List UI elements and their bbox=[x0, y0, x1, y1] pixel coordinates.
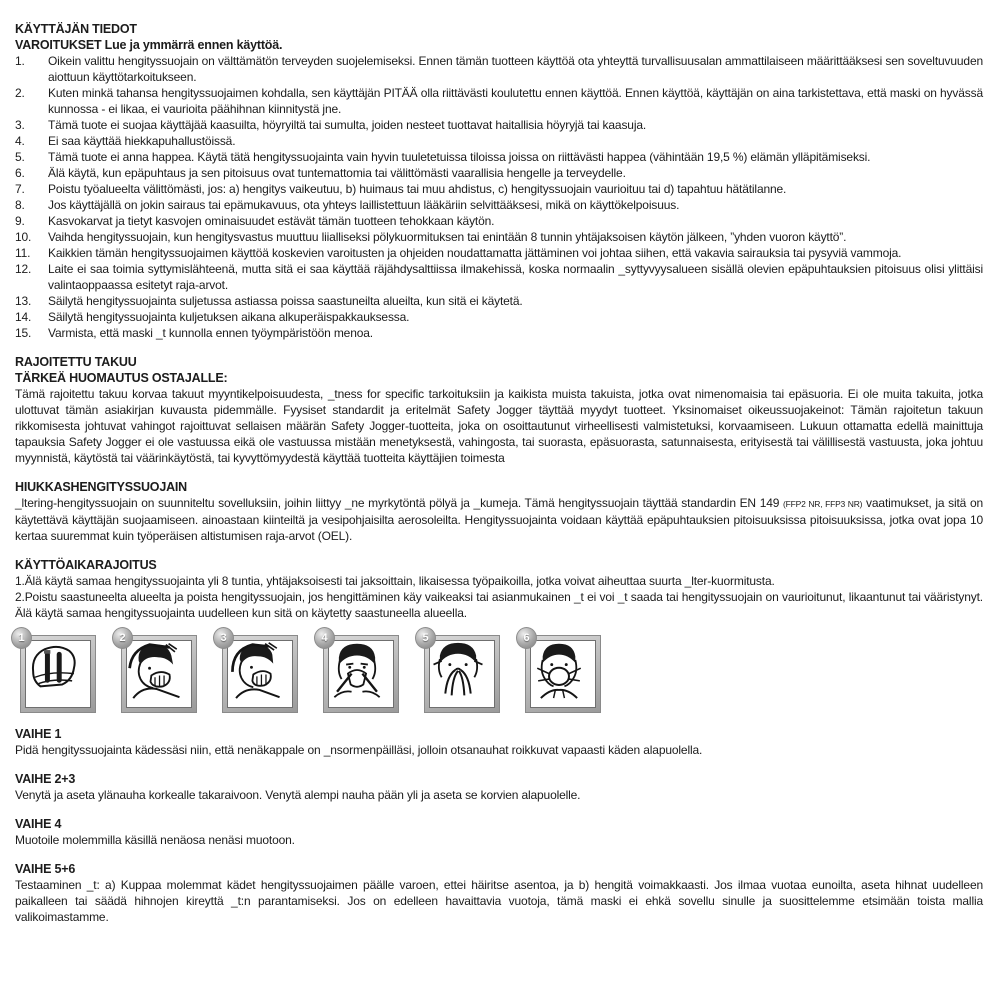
item-number: 10. bbox=[15, 230, 32, 244]
place-mask-on-face-illustration bbox=[127, 641, 183, 699]
item-number: 5. bbox=[15, 150, 25, 164]
position-lower-strap-illustration bbox=[329, 641, 385, 699]
list-item bbox=[15, 53, 983, 85]
item-text: Ei saa käyttää hiekkapuhallustöissä. bbox=[48, 134, 236, 148]
list-item bbox=[15, 165, 983, 181]
step-number-badge: 2 bbox=[112, 627, 133, 649]
step-figure-2 bbox=[119, 632, 197, 713]
item-number: 8. bbox=[15, 198, 25, 212]
item-text: Kaikkien tämän hengityssuojaimen käyttöä koskevien varoitusten ja ohjeiden noudattamatta jättäminen voi johtaa siihen, että vakavia sairauksia tai pysyviä vammoja. bbox=[48, 246, 902, 260]
step-4-heading: VAIHE 4 bbox=[15, 817, 62, 831]
step-figure-4 bbox=[321, 632, 399, 713]
step-number-badge: 1 bbox=[11, 627, 32, 649]
item-text: Kasvokarvat ja tietyt kasvojen ominaisuudet estävät tämän tuotteen tehokkaan käytön. bbox=[48, 214, 495, 228]
item-number: 9. bbox=[15, 214, 25, 228]
hold-mask-in-hand-illustration bbox=[26, 641, 82, 699]
item-text: Kuten minkä tahansa hengityssuojaimen kohdalla, sen käyttäjän PITÄÄ olla riittävästi koulutettu ennen käyttöä. Ennen käyttöä, käyttäjän on aina tarkistettava, että maski on hyvässä kunnossa - ei likaa, ei vaurioita päähihnan kiinnitystä jne. bbox=[48, 86, 983, 116]
list-item bbox=[15, 245, 983, 261]
particulate-body bbox=[15, 495, 983, 544]
list-item bbox=[15, 293, 983, 309]
item-text: Tämä tuote ei anna happea. Käytä tätä hengityssuojainta vain hyvin tuuletetuissa tiloissa joissa on riittävästi happea (vähintään 19,5 %) elämän ylläpitämiseksi. bbox=[48, 150, 871, 164]
step-figure-1 bbox=[18, 632, 96, 713]
list-item bbox=[15, 309, 983, 325]
step-number-badge: 3 bbox=[213, 627, 234, 649]
list-item bbox=[15, 181, 983, 197]
warnings-heading-line bbox=[15, 37, 983, 53]
item-number: 15. bbox=[15, 326, 32, 340]
step-number-badge: 6 bbox=[516, 627, 537, 649]
item-text: Poistu työalueelta välittömästi, jos: a) hengitys vaikeutuu, b) huimaus tai muu ahdistus, c) hengityssuojain vaurioituu tai d) tapahtuu hätätilanne. bbox=[48, 182, 787, 196]
usage-limit-line-1: 1.Älä käytä samaa hengityssuojainta yli 8 tuntia, yhtäjaksoisesti tai jaksoittain, likaisessa työpaikoilla, jotka voivat aiheuttaa suurta _lter-kuormitusta. bbox=[15, 574, 775, 588]
list-item bbox=[15, 197, 983, 213]
step-5-6-section bbox=[15, 861, 983, 925]
particulate-section bbox=[15, 479, 983, 544]
item-text: Laite ei saa toimia syttymislähteenä, mutta sitä ei saa käyttää räjähdysalttiissa ilmakehissä, koska normaalin _syttyvyysalueen sisällä olevien epäpuhtauksien pitoisuus olisi ylittäisi valintaoppaassa esitetyt raja-arvot. bbox=[48, 262, 983, 292]
particulate-body-end: vaatimukset, ja sitä on käytettävä käyttäjän suojaamiseen. ainoastaan kiinteiltä ja vesipohjaisilta aerosoleilta. Hengityssuojainta voidaan käyttää epäpuhtauksien pitoisuuksissa pitoisuuksissa, jotka ovat jopa 10 kertaa suuremmat kuin työperäisen altistumisen raja-arvot (OEL). bbox=[15, 496, 983, 543]
list-item bbox=[15, 117, 983, 133]
step-2-3-section bbox=[15, 771, 983, 803]
pull-strap-over-head-illustration bbox=[228, 641, 284, 699]
usage-limit-line-2: 2.Poistu saastuneelta alueelta ja poista hengityssuojain, jos hengittäminen käy vaikeaksi tai asianmukainen _t ei voi _t saada tai hengityssuojain on vaurioitunut, likaantunut tai vääristynyt. Älä käytä samaa hengityssuojainta uudelleen kun sitä on käytetty saastuneella alueella. bbox=[15, 590, 983, 620]
step-4-section bbox=[15, 816, 983, 848]
step-number-badge: 5 bbox=[415, 627, 436, 649]
item-text: Tämä tuote ei suojaa käyttäjää kaasuilta, höyryiltä tai sumulta, joiden nesteet tuottavat haitallisia höyryjä tai kaasuja. bbox=[48, 118, 647, 132]
step-1-heading: VAIHE 1 bbox=[15, 727, 62, 741]
particulate-body-start: _ltering-hengityssuojain on suunniteltu sovelluksiin, joihin liittyy _ne myrkytöntä pölyä ja _kumeja. Tämä hengityssuojain täyttää standardin EN 149 bbox=[15, 496, 784, 510]
item-text: Säilytä hengityssuojainta suljetussa astiassa poissa saastuneilta alueilta, kun sitä ei käytetä. bbox=[48, 294, 523, 308]
item-text: Säilytä hengityssuojainta kuljetuksen aikana alkuperäispakkauksessa. bbox=[48, 310, 410, 324]
warranty-subheading: TÄRKEÄ HUOMAUTUS OSTAJALLE: bbox=[15, 371, 228, 385]
step-figure-5 bbox=[422, 632, 500, 713]
item-text: Varmista, että maski _t kunnolla ennen työympäristöön menoa. bbox=[48, 326, 373, 340]
step-2-3-body: Venytä ja aseta ylänauha korkealle takaraivoon. Venytä alempi nauha pään yli ja aseta se korvien alapuolelle. bbox=[15, 788, 581, 802]
list-item bbox=[15, 133, 983, 149]
item-number: 14. bbox=[15, 310, 32, 324]
usage-limit-heading: KÄYTTÖAIKARAJOITUS bbox=[15, 558, 157, 572]
step-4-body: Muotoile molemmilla käsillä nenäosa nenäsi muotoon. bbox=[15, 833, 295, 847]
step-number-badge: 4 bbox=[314, 627, 335, 649]
warranty-heading: RAJOITETTU TAKUU bbox=[15, 355, 137, 369]
step-5-6-heading: VAIHE 5+6 bbox=[15, 862, 76, 876]
list-item bbox=[15, 325, 983, 341]
ffp-class-note: (FFP2 NR, FFP3 NR) bbox=[783, 499, 863, 509]
particulate-heading: HIUKKASHENGITYSSUOJAIN bbox=[15, 480, 188, 494]
warranty-section bbox=[15, 354, 983, 466]
step-5-6-body: Testaaminen _t: a) Kuppaa molemmat kädet hengityssuojaimen päälle varoen, ettei häiritse asentoa, ja b) hengitä voimakkaasti. Jos ilmaa vuotaa eunoilta, aseta hihnat uudelleen paikalleen tai säädä hihnojen kireyttä _t:n parantamiseksi. Jos on edelleen havaittavia vuotoja, tämä maski ei ehkä sovellu sinulle ja suosittelemme etsimään toista mallia valikoimastamme. bbox=[15, 878, 983, 924]
step-1-section bbox=[15, 726, 983, 758]
mold-nosepiece-illustration bbox=[430, 641, 486, 699]
step-1-body: Pidä hengityssuojainta kädessäsi niin, että nenäkappale on _nsormenpäilläsi, jolloin otsanauhat roikkuvat vapaasti käden alapuolella. bbox=[15, 743, 703, 757]
warnings-heading: VAROITUKSET bbox=[15, 38, 102, 52]
warnings-subheading: Lue ja ymmärrä ennen käyttöä. bbox=[104, 38, 283, 52]
list-item bbox=[15, 213, 983, 229]
item-number: 13. bbox=[15, 294, 32, 308]
item-number: 2. bbox=[15, 86, 25, 100]
fitting-steps-figures bbox=[18, 632, 983, 713]
list-item bbox=[15, 229, 983, 245]
item-number: 11. bbox=[15, 246, 31, 260]
list-item bbox=[15, 261, 983, 293]
usage-limit-section bbox=[15, 557, 983, 621]
item-text: Älä käytä, kun epäpuhtaus ja sen pitoisuus ovat tuntemattomia tai välittömästi vaarallisia hengelle ja terveydelle. bbox=[48, 166, 626, 180]
user-info-title: KÄYTTÄJÄN TIEDOT bbox=[15, 22, 137, 36]
fitted-mask-illustration bbox=[531, 641, 587, 699]
item-text: Vaihda hengityssuojain, kun hengitysvastus muuttuu liialliseksi pölykuormituksen tai enintään 8 tunnin yhtäjaksoisen käytön jälkeen, ”yhden vuoron käyttö”. bbox=[48, 230, 847, 244]
item-number: 6. bbox=[15, 166, 25, 180]
item-number: 4. bbox=[15, 134, 25, 148]
item-number: 7. bbox=[15, 182, 25, 196]
step-2-3-heading: VAIHE 2+3 bbox=[15, 772, 76, 786]
item-number: 12. bbox=[15, 262, 32, 276]
item-text: Jos käyttäjällä on jokin sairaus tai epämukavuus, ota yhteys laillistettuun lääkäriin selvittääksesi, mikä on käyttökelpoisuus. bbox=[48, 198, 680, 212]
item-number: 1. bbox=[15, 54, 25, 68]
list-item bbox=[15, 149, 983, 165]
item-text: Oikein valittu hengityssuojain on välttämätön terveyden suojelemiseksi. Ennen tämän tuotteen käyttöä ota yhteyttä turvallisuusalan ammattilaiseen määrittääksesi sen soveltuvuuden aiottuun käyttötarkoitukseen. bbox=[48, 54, 983, 84]
step-figure-6 bbox=[523, 632, 601, 713]
step-figure-3 bbox=[220, 632, 298, 713]
item-number: 3. bbox=[15, 118, 25, 132]
warnings-list bbox=[15, 53, 983, 341]
warranty-body: Tämä rajoitettu takuu korvaa takuut myyntikelpoisuudesta, _tness for specific tarkoituksiin ja kaikista muista takuista, jotka ovat nimenomaisia tai epäsuoria. Ei ole muita takuita, jotka ulottuvat tämän asiakirjan kuvausta pidemmälle. Fyysiset standardit ja eritelmät Safety Jogger täyttää myydyt tuotteet. Yksinomaiset oikeussuojakeinot: Tämän rajoitetun takuun rikkomisesta johtuvat vahingot rajoittuvat sellaisen määrän Safety Jogger-tuotteita, joka on osoittautunut virheellisesti valmistetuksi, korvaamiseen. Lukuun ottamatta edellä mainittuja tapauksia Safety Jogger ei ole vastuussa eikä ole vastuussa mistään menetyksestä, vahingosta, tai suorasta, epäsuorasta, satunnaisesta, erityisestä tai välillisestä vastuusta, joka johtuu myynnistä, käytöstä tai väärinkäytöstä, tai kyvyttömyydestä käyttää tuotteita käyttäjien toimesta bbox=[15, 387, 983, 465]
list-item bbox=[15, 85, 983, 117]
